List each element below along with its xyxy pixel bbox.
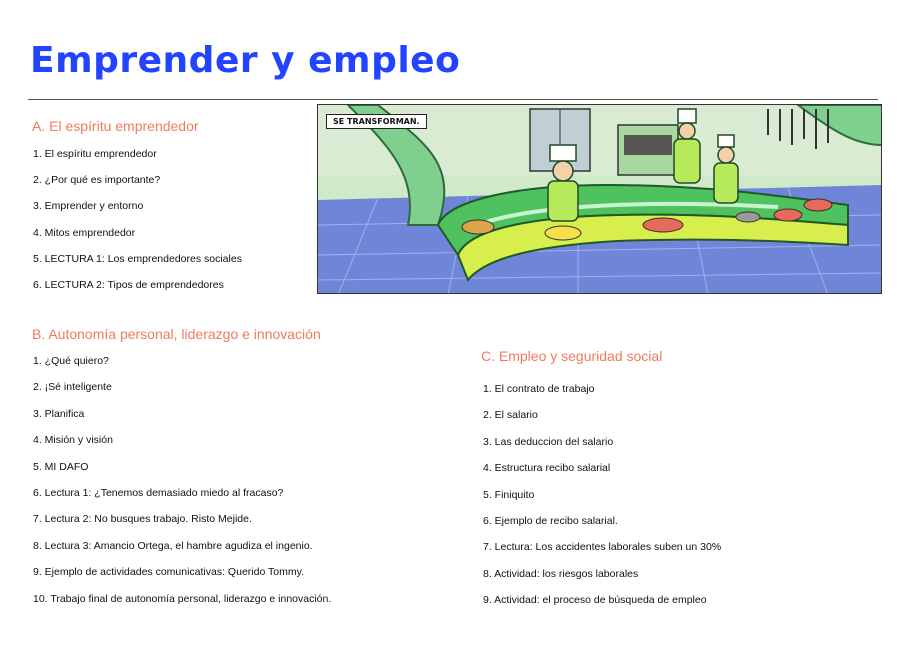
title-divider xyxy=(28,99,878,100)
list-item[interactable]: 1. El contrato de trabajo xyxy=(483,383,595,395)
list-item[interactable]: 4. Misión y visión xyxy=(33,434,113,447)
list-item[interactable]: 2. ¿Por qué es importante? xyxy=(33,174,161,187)
list-item[interactable]: 8. Lectura 3: Amancio Ortega, el hambre agudiza el ingenio. xyxy=(33,539,313,552)
list-item[interactable]: 8. Actividad: los riesgos laborales xyxy=(483,567,639,580)
list-item[interactable]: 5. LECTURA 1: Los emprendedores sociales xyxy=(33,252,242,265)
kitchen-illustration-drawing xyxy=(318,105,882,294)
list-item[interactable]: 1. El espíritu emprendedor xyxy=(33,148,157,160)
list-item[interactable]: 5. MI DAFO xyxy=(33,460,89,473)
list-item[interactable]: 10. Trabajo final de autonomía personal, liderazgo e innovación. xyxy=(33,592,332,605)
list-item[interactable]: 4. Estructura recibo salarial xyxy=(483,462,611,475)
list-item[interactable]: 1. ¿Qué quiero? xyxy=(33,355,109,367)
list-item[interactable]: 4. Mitos emprendedor xyxy=(33,226,136,239)
list-item[interactable]: 5. Finiquito xyxy=(483,488,535,501)
list-item[interactable]: 6. Lectura 1: ¿Tenemos demasiado miedo al fracaso? xyxy=(33,486,284,499)
section-a-heading: A. El espíritu emprendedor xyxy=(32,118,199,134)
illustration-caption: SE TRANSFORMAN. xyxy=(326,114,427,129)
list-item[interactable]: 3. Planifica xyxy=(33,407,85,420)
kitchen-illustration xyxy=(317,104,882,294)
section-b-heading: B. Autonomía personal, liderazgo e innovación xyxy=(32,326,321,342)
section-c-heading: C. Empleo y seguridad social xyxy=(481,348,663,364)
list-item[interactable]: 7. Lectura: Los accidentes laborales suben un 30% xyxy=(483,541,722,554)
list-item[interactable]: 2. ¡Sé inteligente xyxy=(33,381,112,394)
list-item[interactable]: 3. Las deduccion del salario xyxy=(483,435,614,448)
section-b-list xyxy=(33,355,331,619)
list-item[interactable]: 6. LECTURA 2: Tipos de emprendedores xyxy=(33,278,224,291)
section-c-list xyxy=(483,383,721,621)
list-item[interactable]: 3. Emprender y entorno xyxy=(33,200,144,213)
page-title: Emprender y empleo xyxy=(30,40,461,81)
list-item[interactable]: 6. Ejemplo de recibo salarial. xyxy=(483,514,618,527)
list-item[interactable]: 2. El salario xyxy=(483,409,538,422)
list-item[interactable]: 9. Actividad: el proceso de búsqueda de empleo xyxy=(483,594,707,607)
list-item[interactable]: 9. Ejemplo de actividades comunicativas: Querido Tommy. xyxy=(33,566,304,579)
section-a-list xyxy=(33,148,242,305)
list-item[interactable]: 7. Lectura 2: No busques trabajo. Risto Mejide. xyxy=(33,513,252,526)
